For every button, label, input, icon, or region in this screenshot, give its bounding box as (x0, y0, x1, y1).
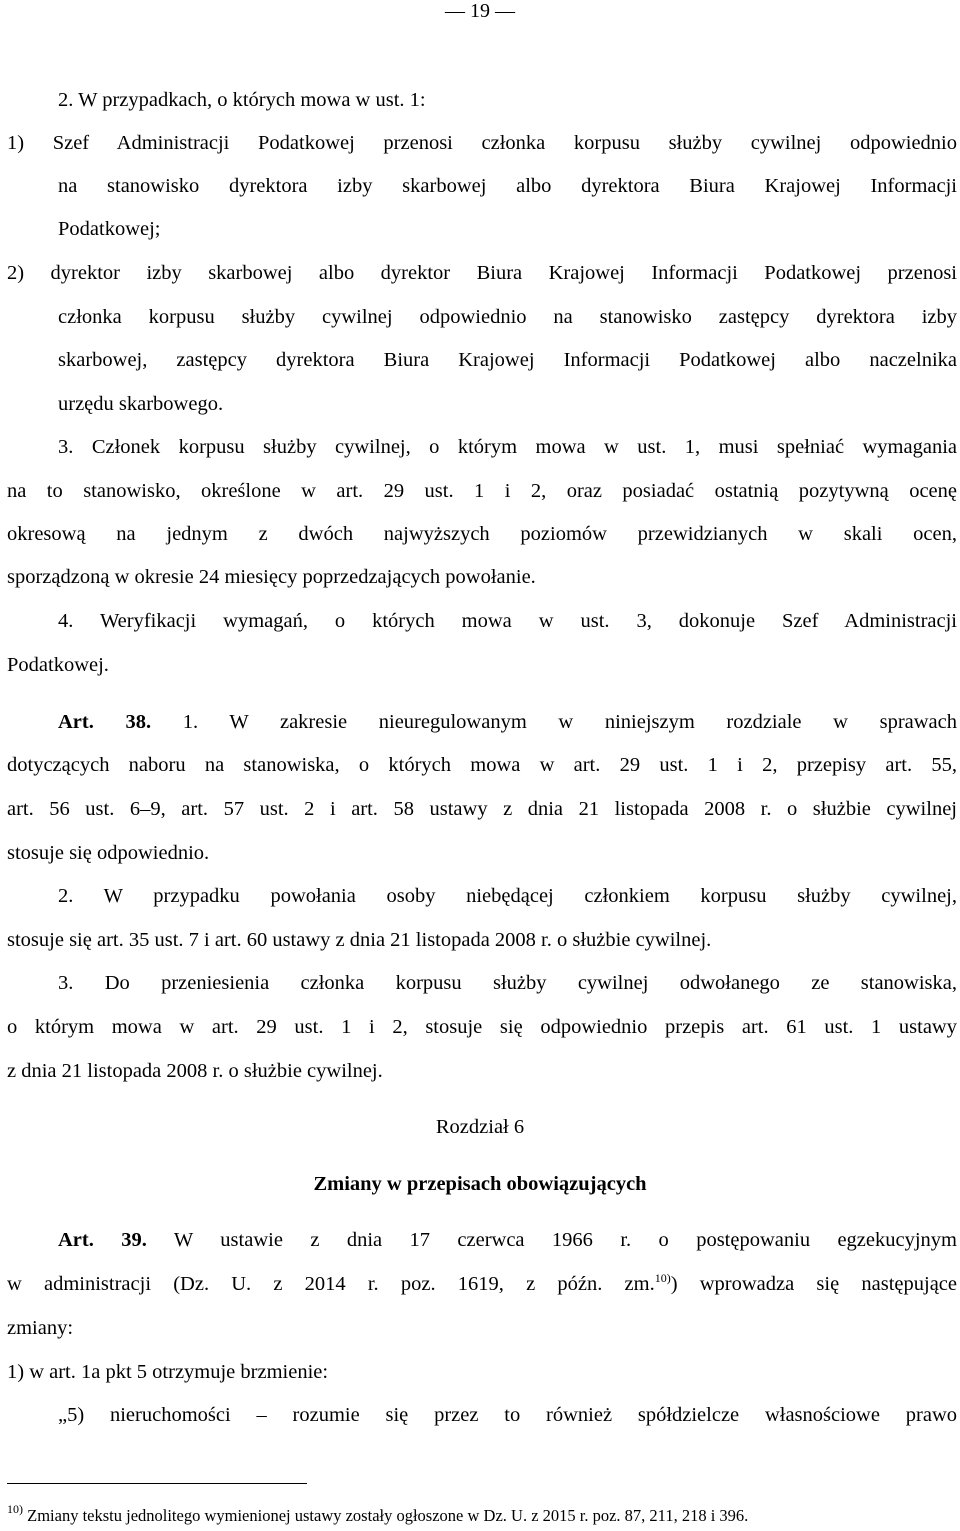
article-38-intro (58, 709, 957, 735)
text-line: członka korpusu służby cywilnej odpowiednio na stanowisko zastępcy dyrektora izby (58, 306, 957, 328)
footnote (7, 1502, 957, 1526)
text-line: Podatkowej. (7, 654, 109, 676)
text-line: na to stanowisko, określone w art. 29 ust. 1 i 2, oraz posiadać ostatnią pozytywną ocenę (7, 480, 957, 502)
text-line: dotyczących naboru na stanowiska, o których mowa w art. 29 ust. 1 i 2, przepisy art. 55, (7, 754, 957, 776)
text-line: stosuje się odpowiednio. (7, 842, 210, 864)
article-39-intro (58, 1227, 957, 1253)
text-line: na stanowisko dyrektora izby skarbowej albo dyrektora Biura Krajowej Informacji (58, 175, 957, 197)
text-fragment: 1. W zakresie nieuregulowanym w niniejszym rozdziale w sprawach (151, 711, 957, 733)
footnote-reference[interactable]: 10) (654, 1271, 671, 1285)
text-line: 2. W przypadkach, o których mowa w ust. 1: (58, 89, 426, 111)
footnote-separator (7, 1483, 307, 1484)
text-fragment: w administracji (Dz. U. z 2014 r. poz. 1619, z późn. zm. (7, 1273, 655, 1295)
text-line: stosuje się art. 35 ust. 7 i art. 60 ustawy z dnia 21 listopada 2008 r. o służbie cywilnej. (7, 929, 712, 951)
chapter-heading: Rozdział 6 (435, 1116, 525, 1138)
article-number: Art. 38. (58, 711, 152, 733)
text-line: „5) nieruchomości – rozumie się przez to również spółdzielcze własnościowe prawo (58, 1404, 957, 1426)
footnote-text: Zmiany tekstu jednolitego wymienionej ustawy zostały ogłoszone w Dz. U. z 2015 r. poz. 87, 211, 218 i 396. (23, 1506, 749, 1525)
text-line: 2. W przypadku powołania osoby niebędącej członkiem korpusu służby cywilnej, (58, 885, 957, 907)
page-number: — 19 — (445, 0, 515, 22)
text-line: okresową na jednym z dwóch najwyższych poziomów przewidzianych w skali ocen, (7, 523, 957, 545)
text-line: 3. Do przeniesienia członka korpusu służby cywilnej odwołanego ze stanowiska, (58, 972, 957, 994)
text-fragment: ) wprowadza się następujące (670, 1273, 958, 1295)
text-line-with-footnote (7, 1271, 957, 1297)
text-line: o którym mowa w art. 29 ust. 1 i 2, stosuje się odpowiednio przepis art. 61 ust. 1 ustawy (7, 1016, 957, 1038)
text-line: 1) Szef Administracji Podatkowej przenosi członka korpusu służby cywilnej odpowiednio (7, 132, 957, 154)
text-line: 2) dyrektor izby skarbowej albo dyrektor Biura Krajowej Informacji Podatkowej przenosi (7, 262, 957, 284)
text-line: 3. Członek korpusu służby cywilnej, o którym mowa w ust. 1, musi spełniać wymagania (58, 436, 957, 458)
text-line: zmiany: (7, 1317, 74, 1339)
text-line: urzędu skarbowego. (58, 393, 224, 415)
text-line: skarbowej, zastępcy dyrektora Biura Krajowej Informacji Podatkowej albo naczelnika (58, 349, 957, 371)
text-fragment: W ustawie z dnia 17 czerwca 1966 r. o postępowaniu egzekucyjnym (146, 1229, 957, 1251)
text-line: sporządzoną w okresie 24 miesięcy poprzedzających powołanie. (7, 566, 536, 588)
footnote-mark: 10) (7, 1502, 23, 1516)
text-line: Podatkowej; (58, 218, 161, 240)
text-line: z dnia 21 listopada 2008 r. o służbie cywilnej. (7, 1060, 383, 1082)
text-line: 4. Weryfikacji wymagań, o których mowa w ust. 3, dokonuje Szef Administracji (58, 610, 957, 632)
text-line: art. 56 ust. 6–9, art. 57 ust. 2 i art. 58 ustawy z dnia 21 listopada 2008 r. o służbie cywilnej (7, 798, 957, 820)
article-number: Art. 39. (58, 1229, 147, 1251)
chapter-title: Zmiany w przepisach obowiązujących (313, 1173, 647, 1195)
text-line: 1) w art. 1a pkt 5 otrzymuje brzmienie: (7, 1361, 329, 1383)
